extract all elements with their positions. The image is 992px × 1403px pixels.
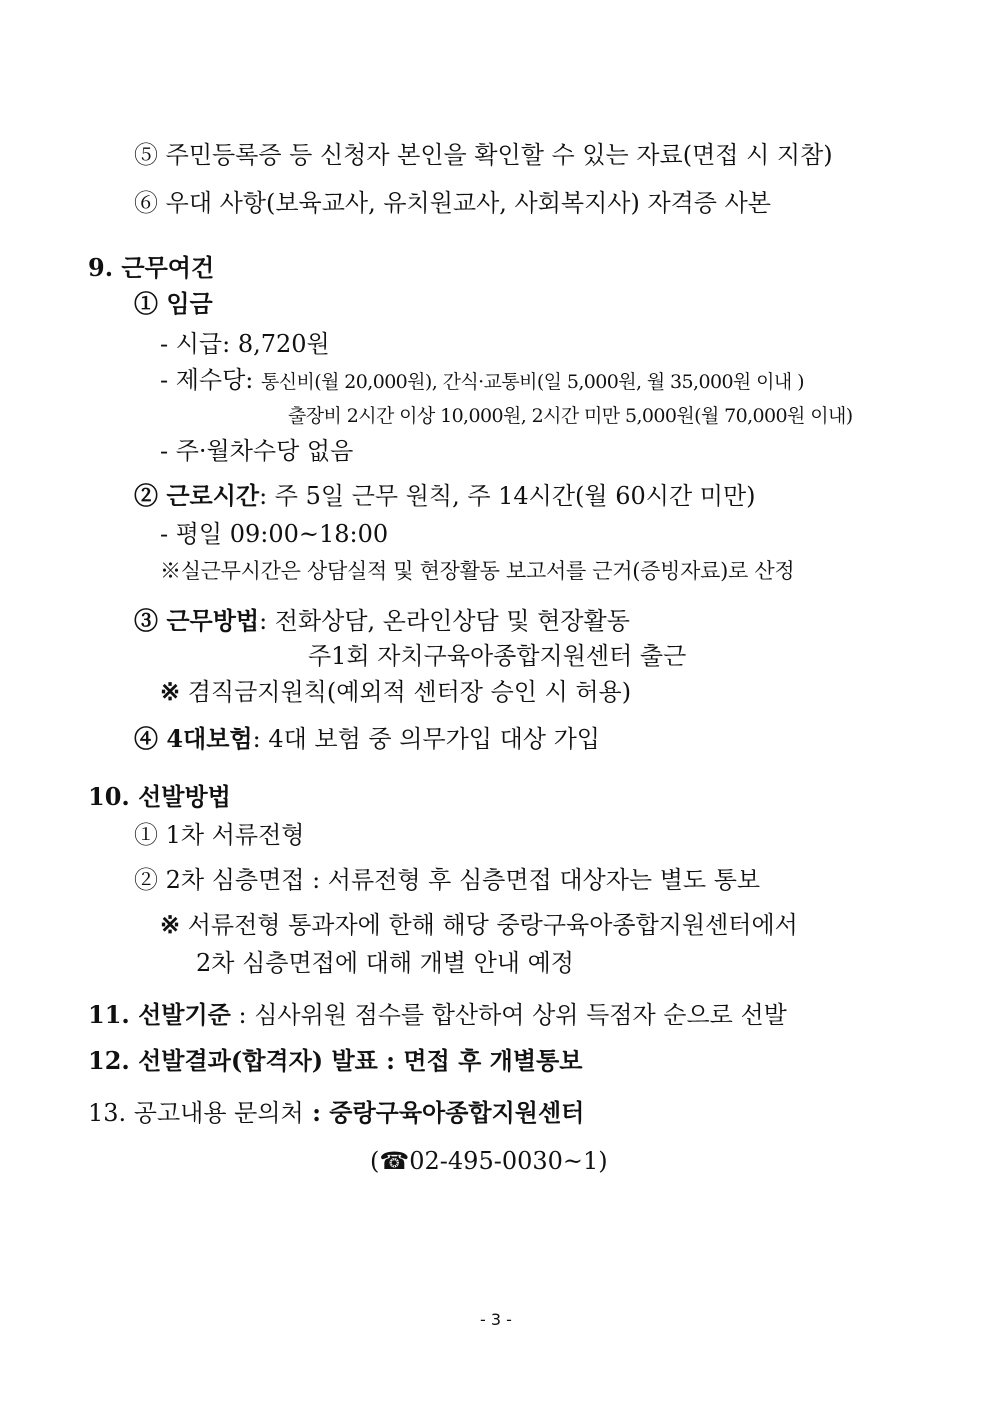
section-13-text: : 중랑구육아종합지원센터 [303, 1098, 585, 1127]
section-12: 12. 선발결과(합격자) 발표 : 면접 후 개별통보 [88, 1046, 583, 1075]
selection-step-1: ① 1차 서류전형 [134, 821, 305, 849]
selection-note-text: 서류전형 통과자에 한해 해당 중랑구육아종합지원센터에서 [180, 911, 798, 939]
section-11-text: : 심사위원 점수를 합산하여 상위 득점자 순으로 선발 [230, 1001, 787, 1029]
work-hours-label: ② 근로시간 [134, 481, 260, 510]
selection-step-2: ② 2차 심층면접 : 서류전형 후 심층면접 대상자는 별도 통보 [134, 866, 761, 894]
selection-note-1 [160, 910, 798, 940]
work-method-label: ③ 근무방법 [134, 606, 260, 635]
wage-heading: ① 임금 [134, 289, 213, 318]
work-method [134, 606, 630, 636]
section-11 [88, 1000, 787, 1030]
required-doc-5: ⑤ 주민등록증 등 신청자 본인을 확인할 수 있는 자료(면접 시 지참) [134, 141, 833, 169]
allowance-label: - 제수당: [160, 366, 262, 394]
allowance-detail-2: 출장비 2시간 이상 10,000원, 2시간 미만 5,000원(월 70,000원 이내) [288, 405, 853, 427]
hourly-wage: - 시급: 8,720원 [160, 330, 330, 358]
section-10-title: 10. 선발방법 [88, 782, 231, 811]
insurance-label: ④ 4대보험 [134, 724, 253, 753]
note-mark: ※ [160, 677, 181, 706]
page-number: - 3 - [480, 1310, 512, 1329]
weekly-allowance: - 주·월차수당 없음 [160, 437, 354, 465]
selection-note-2: 2차 심층면접에 대해 개별 안내 예정 [196, 949, 574, 977]
work-method-note-text: 겸직금지원칙(예외적 센터장 승인 시 허용) [180, 678, 632, 706]
section-13-label: 13. 공고내용 문의처 [88, 1099, 304, 1127]
allowance-detail-1: 통신비(월 20,000원), 간식·교통비(일 5,000원, 월 35,000원 이내 ) [261, 371, 804, 393]
insurance-text: : 4대 보험 중 의무가입 대상 가입 [252, 725, 600, 753]
section-13 [88, 1098, 584, 1128]
work-hours [134, 481, 756, 511]
contact-phone: (☎02-495-0030~1) [370, 1147, 608, 1175]
allowance-line-1 [160, 365, 804, 397]
required-doc-6: ⑥ 우대 사항(보육교사, 유치원교사, 사회복지사) 자격증 사본 [134, 189, 771, 217]
work-method-note [160, 677, 631, 707]
note-mark: ※ [160, 910, 181, 939]
insurance [134, 724, 600, 754]
work-method-text: : 전화상담, 온라인상담 및 현장활동 [259, 607, 630, 635]
section-9-title: 9. 근무여건 [88, 253, 215, 282]
weekday-hours: - 평일 09:00~18:00 [160, 520, 389, 548]
work-hours-note: ※실근무시간은 상담실적 및 현장활동 보고서를 근거(증빙자료)로 산정 [160, 559, 795, 583]
section-11-label: 11. 선발기준 [88, 1000, 231, 1029]
work-hours-text: : 주 5일 근무 원칙, 주 14시간(월 60시간 미만) [259, 482, 756, 510]
work-method-line-2: 주1회 자치구육아종합지원센터 출근 [308, 642, 687, 670]
